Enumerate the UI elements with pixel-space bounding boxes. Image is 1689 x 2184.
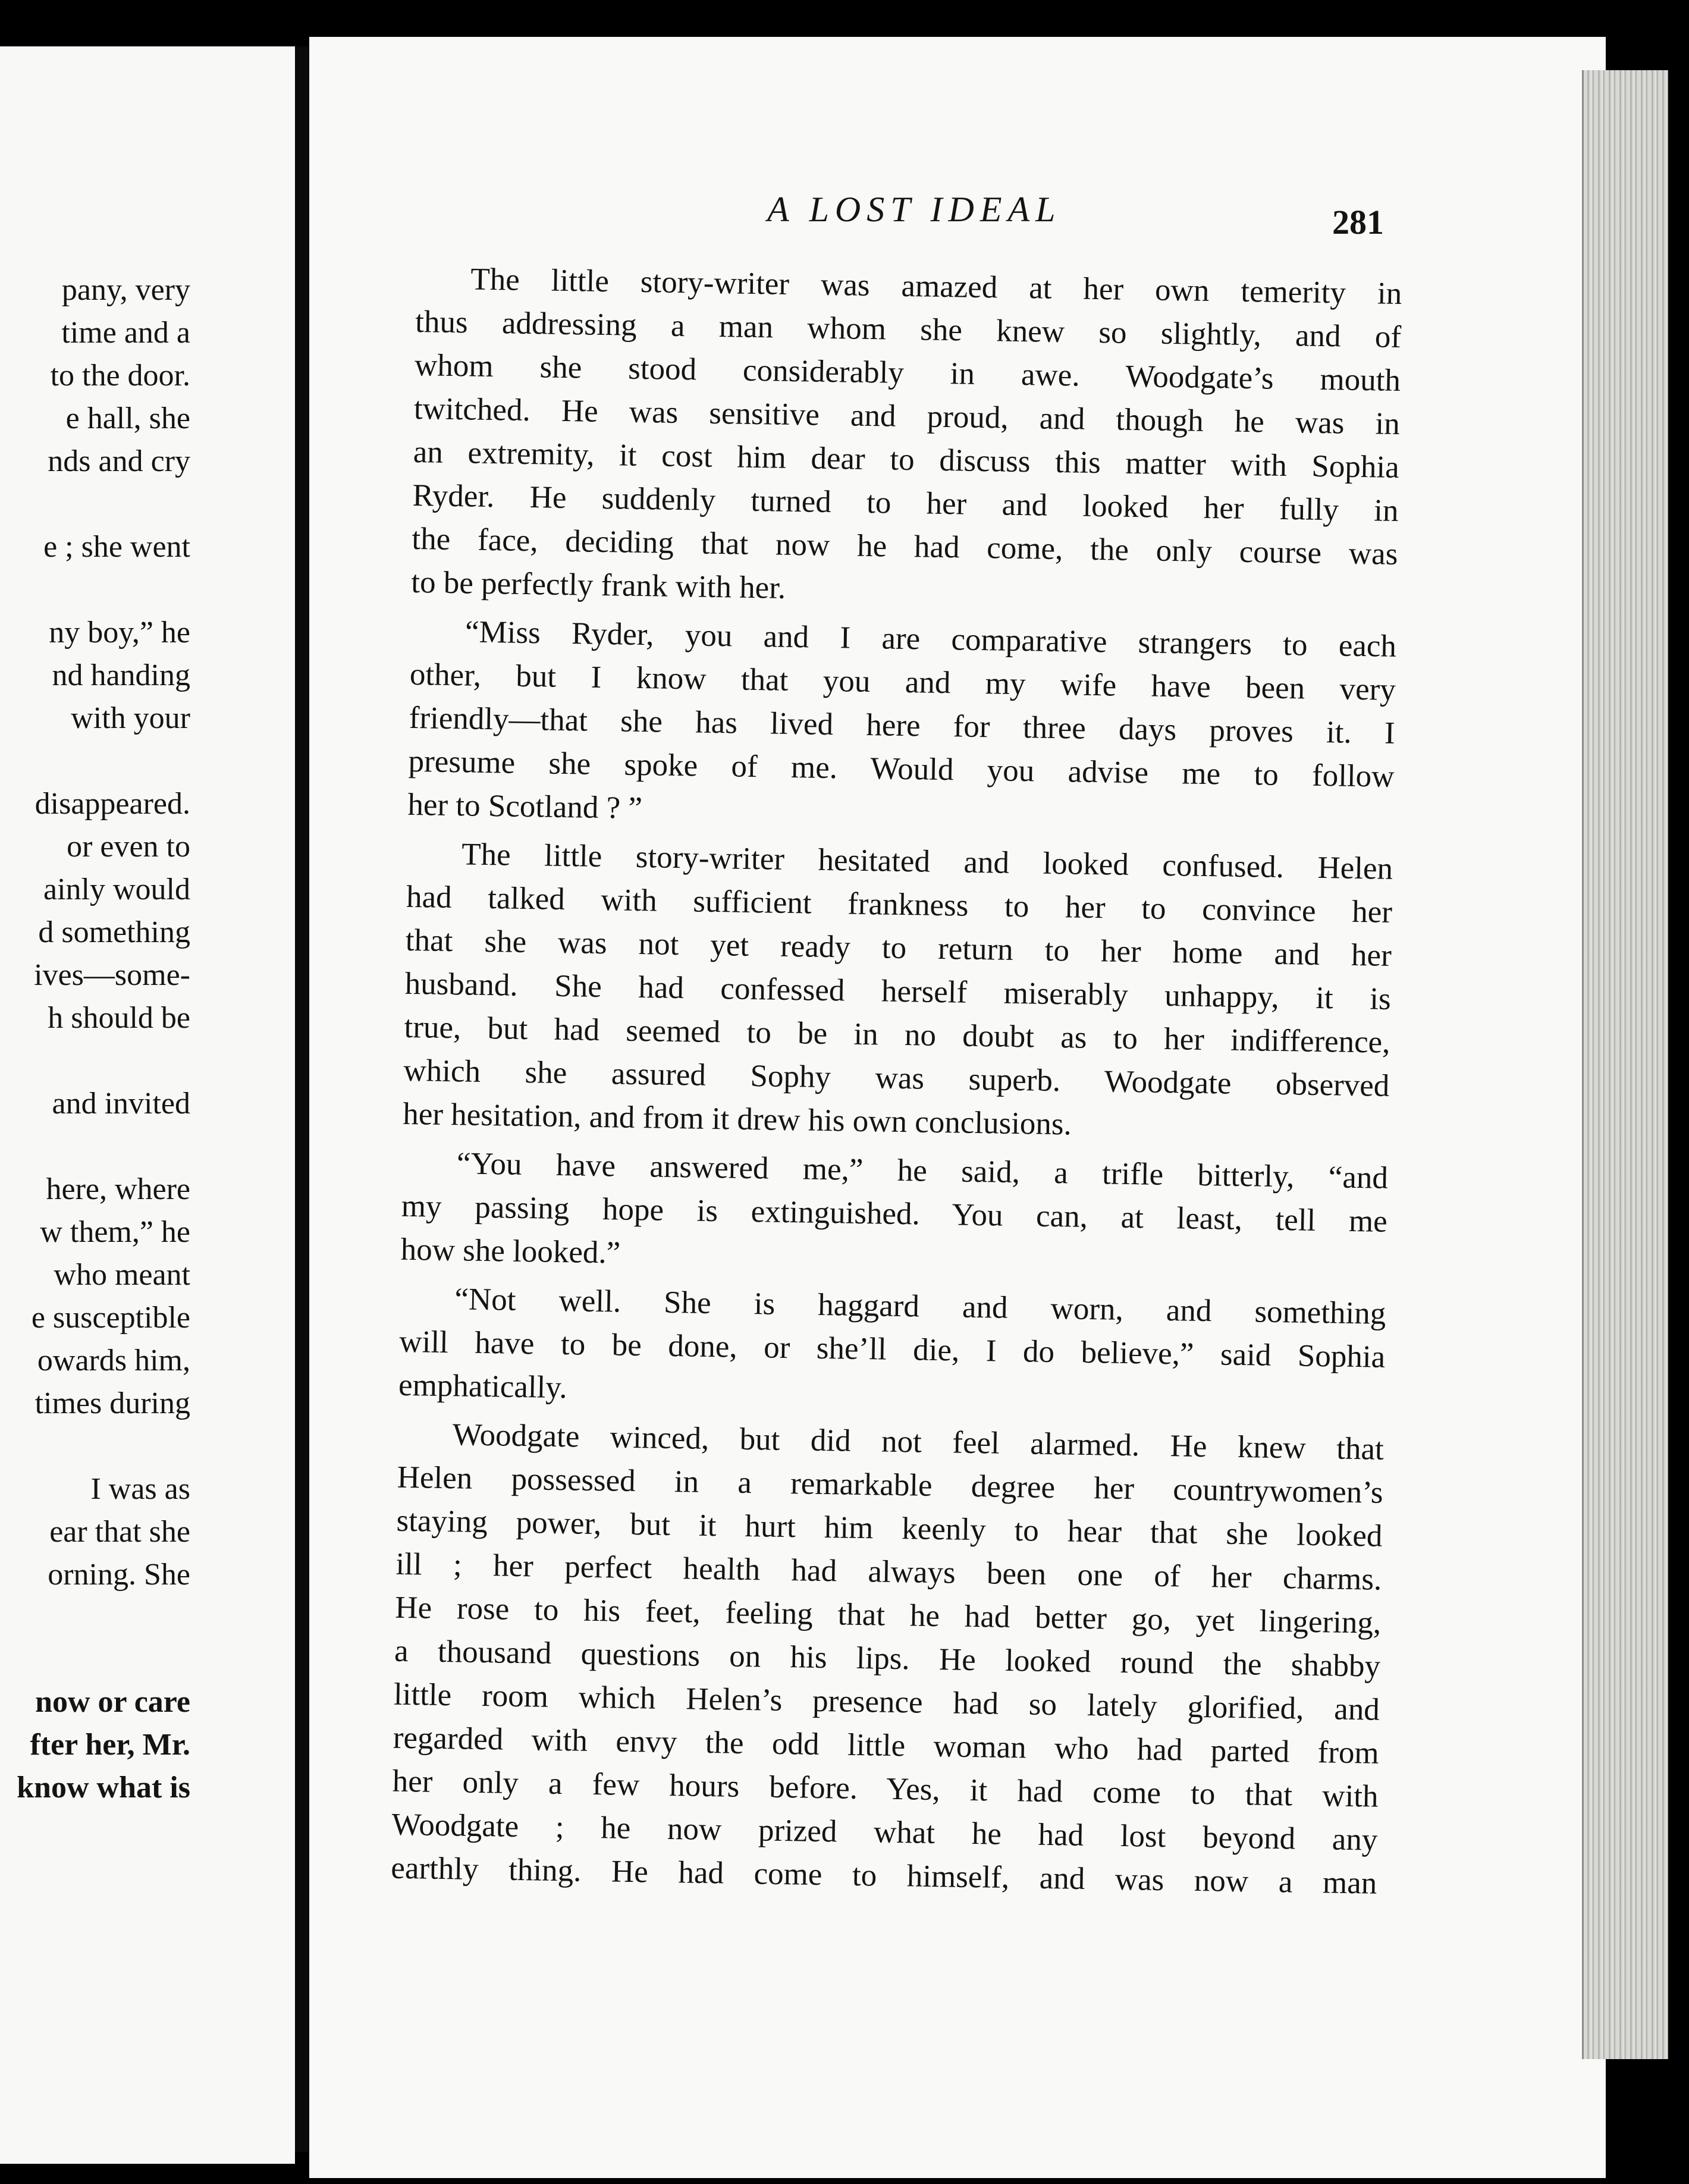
text-line: her hesitation, and from it drew his own conclusions. [402,1096,1072,1142]
running-head: A LOST IDEAL [767,190,1062,229]
left-page-line: here, where [46,1172,190,1206]
left-page-line: and invited [52,1087,190,1121]
left-page-line: now or care [35,1685,190,1719]
paragraph [407,610,1397,842]
text-line: The little story-writer hesitated and looked confused. Helen [461,837,1393,886]
paragraph [400,1141,1388,1287]
left-page-line: nds and cry [48,444,190,478]
text-line: Ryder. He suddenly turned to her and looked her fully in [412,478,1399,528]
text-line: Helen possessed in a remarkable degree her countrywomen’s [397,1460,1384,1510]
text-line: “You have answered me,” he said, a trifle bitterly, “and [456,1146,1389,1195]
text-line: that she was not yet ready to return to her home and her [405,922,1392,973]
text-line: presume she spoke of me. Would you advise me to follow [408,743,1395,794]
paragraph [403,832,1393,1151]
left-page-line: d something [38,915,190,949]
paragraph [411,257,1402,620]
left-page-line: ear that she [49,1515,190,1549]
text-line: Woodgate winced, but did not feel alarmed. He knew that [452,1417,1385,1467]
text-line: The little story-writer was amazed at her own temerity in [470,262,1402,312]
page-number: 281 [1332,203,1384,241]
book-gutter [295,46,310,2152]
left-page-line: ny boy,” he [49,616,190,649]
text-line: friendly—that she has lived here for three days proves it. I [409,700,1396,751]
text-line: earthly thing. He had come to himself, and was now a man [390,1850,1377,1901]
left-page-line: disappeared. [34,787,190,821]
text-line: my passing hope is extinguished. You can, at least, tell me [401,1188,1388,1239]
text-line: had talked with sufficient frankness to her to convince her [406,879,1393,930]
left-page-line: ives—some- [34,958,190,992]
text-line: He rose to his feet, feeling that he had better go, yet lingering, [394,1590,1382,1640]
text-line: whom she stood considerably in awe. Woodgate’s mouth [414,347,1401,398]
left-page-line: e hall, she [65,401,190,435]
text-line: true, but had seemed to be in no doubt as to her indifference, [404,1009,1390,1060]
text-line: which she assured Sophy was superb. Woodgate observed [403,1053,1390,1103]
left-page-line: w them,” he [40,1215,190,1249]
left-page-line: who meant [54,1258,190,1292]
text-line: how she looked.” [400,1232,621,1270]
text-line: “Miss Ryder, you and I are comparative strangers to each [464,614,1397,664]
text-line: emphatically. [398,1367,568,1405]
left-page-line: to the door. [50,359,190,393]
left-page-line: ainly would [43,873,190,906]
left-page-line: I was as [90,1472,190,1506]
text-line: “Not well. She is haggard and worn, and something [454,1282,1386,1331]
left-page-line: time and a [61,316,190,350]
text-line: husband. She had confessed herself miserably unhappy, it is [404,966,1392,1016]
facing-page-left [0,46,295,2164]
text-line: thus addressing a man whom she knew so slightly, and of [415,304,1402,355]
text-line: regarded with envy the odd little woman who had parted from [393,1720,1380,1771]
text-line: staying power, but it hurt him keenly to hear that she looked [396,1503,1383,1554]
text-line: twitched. He was sensitive and proud, and though he was in [413,391,1401,442]
left-page-line: fter her, Mr. [30,1728,190,1762]
left-page-line: times during [34,1386,190,1420]
left-page-line: h should be [48,1001,190,1035]
text-line: her only a few hours before. Yes, it had come to that with [392,1763,1379,1814]
page-edges [1582,70,1668,2059]
paragraph [391,1413,1384,1906]
body-text [391,257,1402,1906]
text-line: Woodgate ; he now prized what he had lost beyond any [391,1807,1378,1857]
paragraph [398,1277,1386,1423]
left-page-line: owards him, [37,1344,190,1377]
left-page-line: orning. She [48,1558,190,1592]
left-page-line: e ; she went [43,530,190,564]
text-line: to be perfectly frank with her. [410,564,786,605]
text-line: other, but I know that you and my wife have been very [409,657,1396,707]
text-line: an extremity, it cost him dear to discuss this matter with Sophia [413,434,1400,485]
text-line: little room which Helen’s presence had so lately glorified, and [393,1677,1380,1727]
left-page-line: or even to [67,830,190,864]
text-line: a thousand questions on his lips. He looked round the shabby [394,1633,1381,1684]
text-line: will have to be done, or she’ll die, I do believe,” said Sophia [398,1324,1386,1375]
text-line: her to Scotland ? ” [407,787,643,826]
left-page-line: with your [71,701,190,735]
text-line: the face, deciding that now he had come, the only course was [412,521,1398,572]
text-line: ill ; her perfect health had always been one of her charms. [395,1546,1382,1597]
left-page-line: nd handing [52,658,190,692]
left-page-line: know what is [17,1771,190,1805]
left-page-line: e susceptible [31,1301,190,1335]
left-page-line: pany, very [61,273,190,307]
